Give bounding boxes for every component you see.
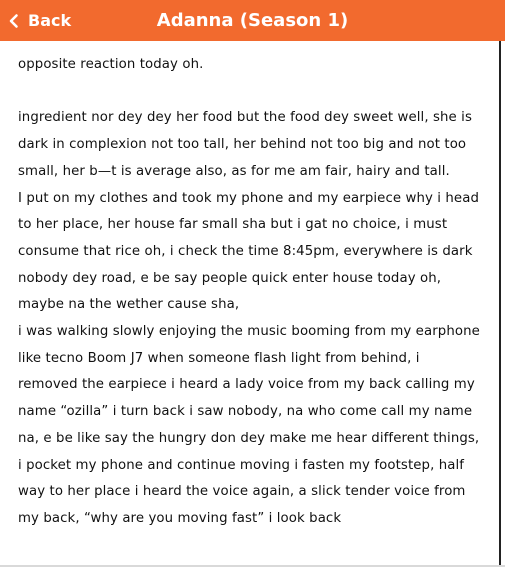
story-paragraph: ingredient nor dey dey her food but the food dey sweet well, she is dark in complexion not too tall, her behind not too big and not too small, her b—t is average also, as for me am fair, hairy and tall. (18, 110, 472, 179)
story-paragraph: opposite reaction today oh. (18, 57, 204, 72)
page-title: Adanna (Season 1) (156, 10, 349, 31)
story-paragraph: I put on my clothes and took my phone and my earpiece why i head to her place, her house far small sha but i gat no choice, i must consume that rice oh, i check the time 8:45pm, everywhere is dark nobody dey road, e be say people quick enter house today oh, maybe na the wether cause sha, (18, 190, 479, 313)
story-reader[interactable] (0, 41, 501, 567)
story-text (0, 52, 499, 533)
chevron-left-icon (6, 13, 22, 29)
paragraph-spacer (18, 79, 481, 106)
app-bar (0, 0, 505, 41)
story-paragraph: i was walking slowly enjoying the music booming from my earphone like tecno Boom J7 when someone flash light from behind, i removed the earpiece i heard a lady voice from my back calling my name “ozilla” i turn back i saw nobody, na who come call my name na, e be like say the hungry don dey make me hear different things, i pocket my phone and continue moving i fasten my footstep, half way to her place i heard the voice again, a slick tender voice from my back, “why are you moving fast” i look back (18, 324, 480, 526)
back-button[interactable] (6, 0, 71, 41)
back-label: Back (28, 11, 72, 30)
